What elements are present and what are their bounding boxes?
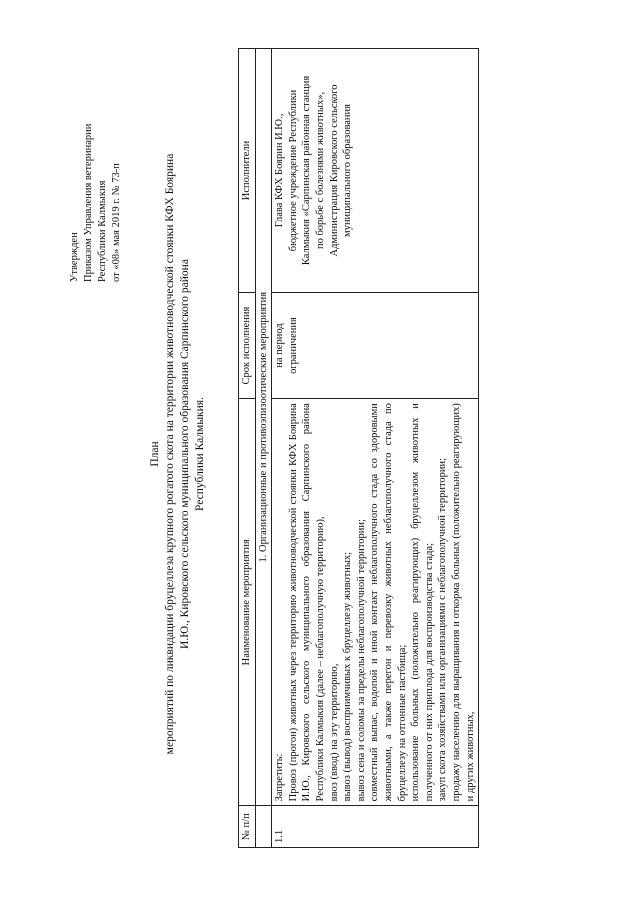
title-heading: План (149, 441, 161, 467)
approval-line: Приказом Управления ветеринарии (83, 123, 94, 282)
measure-line: вывоз (вывод) восприимчивых к бруцеллезу животных; (342, 551, 354, 802)
performer-line: Калмыкия «Сарпинская районная станция (301, 75, 313, 266)
header-performers: Исполнители (239, 49, 256, 293)
approval-line: Республики Калмыкия (97, 180, 108, 282)
measure-line: вывоз сена и соломы за пределы неблагополучной территории; (355, 519, 367, 802)
measure-line: совместный выпас, водопой и иной контакт неблагополучного стада со здоровыми животными, а также перегон и перевозку животных неблагополучного стада по бруцеллезу на отгонные пастбища; (369, 403, 408, 802)
measure-line: продажу населению для выращивания и откорма больных (положительно реагирующих) и других животных, (450, 403, 476, 802)
row-deadline: на период ограничения (272, 292, 479, 398)
performer-line: Глава КФХ Боярин И.Ю., (274, 113, 286, 228)
section-row (255, 49, 272, 848)
title-line: мероприятий по ликвидации бруцеллеза крупного рогатого скота на территории животноводческой стоянки КФХ Боярина (164, 153, 176, 755)
title-line: И.Ю., Кировского сельского муниципального образования Сарпинского района (179, 259, 191, 649)
measure-line: Провоз (прогон) животных через территорию животноводческой стоянки КФХ Боярина И.Ю., Кировского сельского муниципального образования Сарпинского района Республики Калмыкия (далее – неблагополучную территорию), (287, 403, 326, 802)
performer-line: по борьбе с болезнями животных», (314, 91, 326, 250)
approval-line: Утвержден (69, 232, 80, 282)
measure-line: закуп скота хозяйствами или организациями с неблагополучной территории; (437, 457, 449, 802)
row-performers (272, 49, 479, 293)
plan-table (238, 48, 479, 848)
document-title (148, 64, 208, 844)
measure-line: использование больных (положительно реагирующих) бруцеллезом животных и полученного от них приплода для воспроизводства стада; (410, 403, 435, 802)
section-title: 1. Организационные и противоэпизоотические мероприятия (255, 49, 272, 806)
table-row (272, 49, 479, 848)
header-number: № п/п (239, 806, 256, 848)
row-number: 1.1 (272, 806, 479, 848)
header-measure: Наименование мероприятия (239, 399, 256, 806)
approval-line: от «08» мая 2019 г. № 73-п (111, 163, 122, 282)
approval-stamp (68, 124, 124, 282)
title-line: Республики Калмыкия. (194, 397, 206, 511)
performer-line: бюджетное учреждение Республики (287, 89, 299, 252)
measure-line: Запретить: (274, 753, 286, 802)
row-measure (272, 399, 479, 806)
performer-line: муниципального образования (342, 104, 354, 237)
measure-line: ввоз (ввод) на эту территорию, (328, 663, 340, 802)
table-header-row (239, 49, 256, 848)
header-deadline: Срок исполнения (239, 292, 256, 398)
performer-line: Администрация Кировского сельского (328, 84, 340, 257)
